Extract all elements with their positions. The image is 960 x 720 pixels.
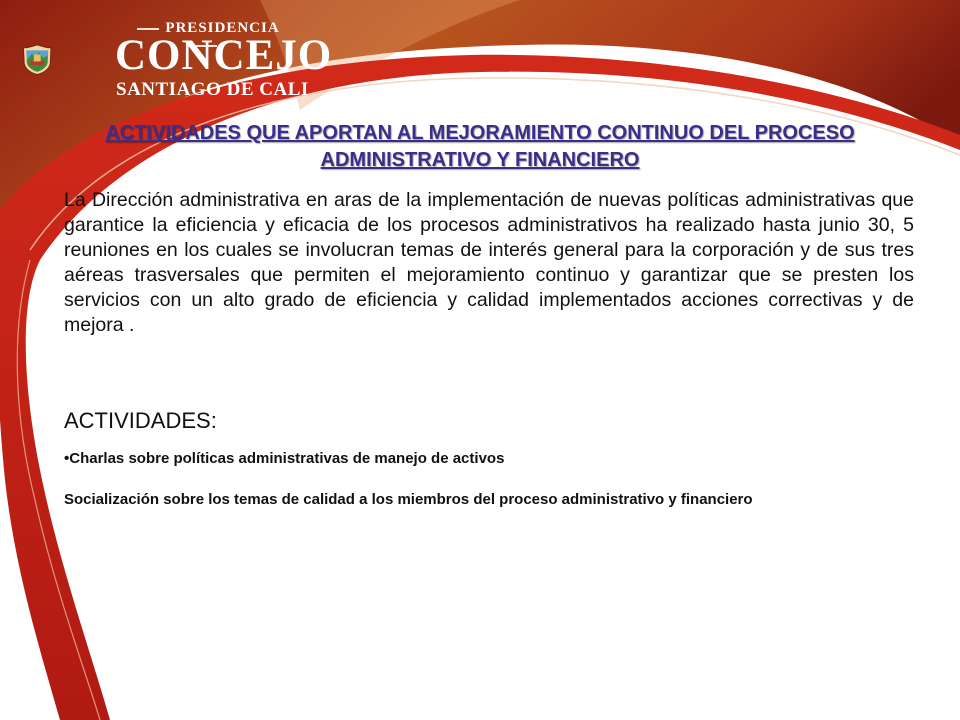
concejo-title: CONCEJO — [115, 32, 333, 79]
body-paragraph: La Dirección administrativa en aras de la implementación de nuevas políticas administrativas que garantice la eficiencia y eficacia de los procesos administrativos ha realizado hasta junio 30, 5 reuniones en los cuales se involucran temas de interés general para la corporación y de sus tres aéreas trasversales que permiten el mejoramiento continuo y garantizar que se presten los servicios con un alto grado de eficiencia y calidad implementados acciones correctivas y de mejora . — [64, 189, 914, 336]
activities-heading: ACTIVIDADES: — [64, 408, 217, 433]
city-label: SANTIAGO DE CALI — [116, 79, 309, 100]
page-title: ACTIVIDADES QUE APORTAN AL MEJORAMIENTO CONTINUO DEL PROCESO ADMINISTRATIVO Y FINANCIERO — [105, 122, 855, 171]
presidencia-label: PRESIDENCIA — [118, 20, 293, 54]
activity-item-charlas: •Charlas sobre políticas administrativas de manejo de activos — [64, 450, 505, 467]
activity-item-socializacion: Socialización sobre los temas de calidad a los miembros del proceso administrativo y financiero — [64, 491, 753, 508]
shield-icon — [20, 14, 120, 104]
